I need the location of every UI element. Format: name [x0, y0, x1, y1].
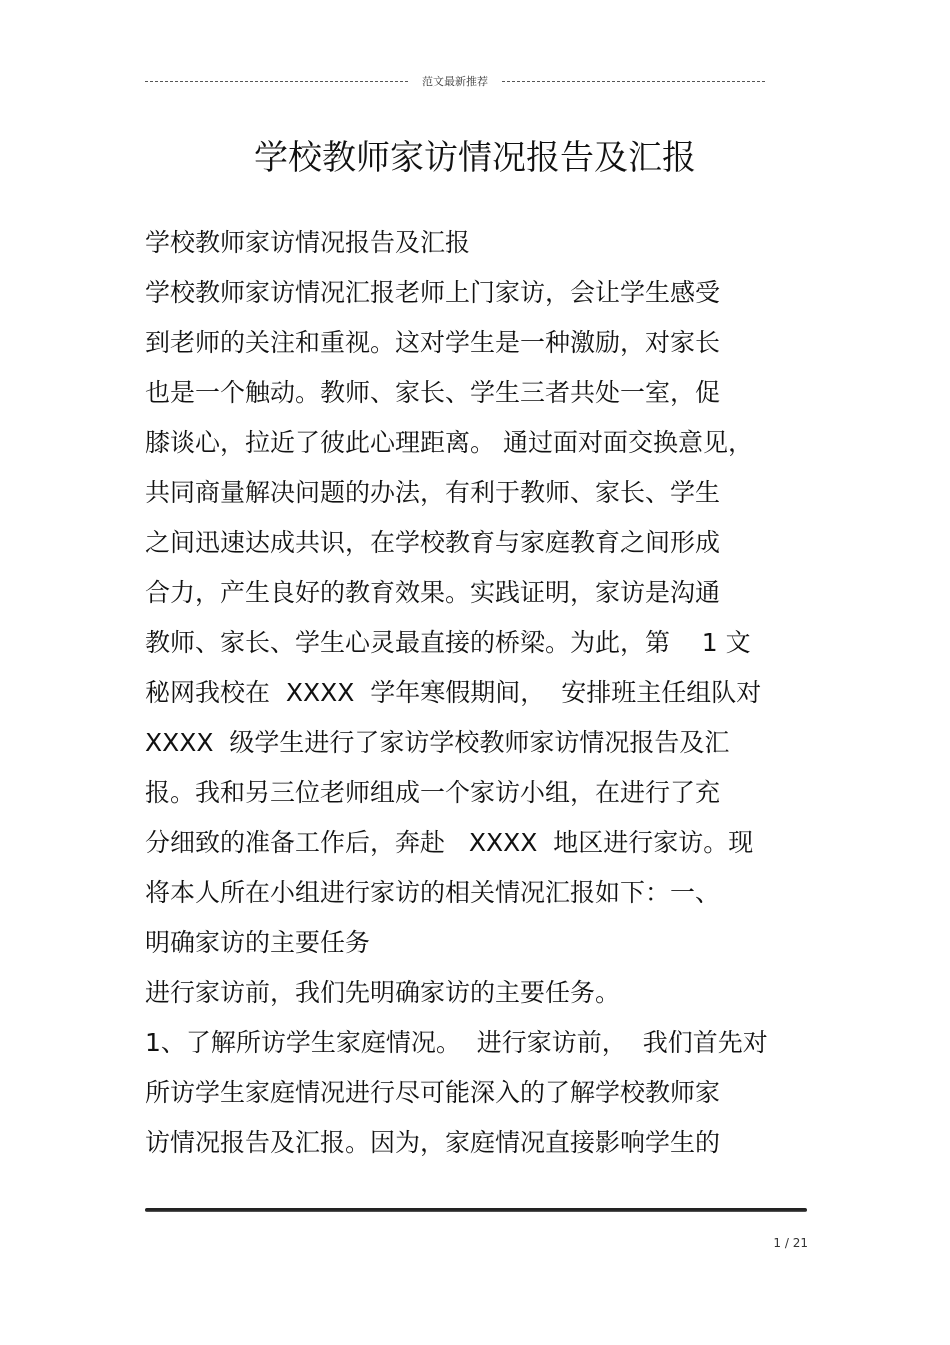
body-line: 合力，产生良好的教育效果。实践证明，家访是沟通 [145, 578, 721, 607]
body-line: XXXX 级学生进行了家访学校教师家访情况报告及汇 [145, 728, 730, 757]
page-header [145, 70, 765, 92]
body-line: 学校教师家访情况报告及汇报 [145, 228, 471, 257]
header-dash-right [502, 81, 765, 82]
document-body [145, 218, 805, 1168]
body-line: 1、了解所访学生家庭情况。 进行家访前， 我们首先对 [145, 1028, 768, 1057]
body-line: 之间迅速达成共识，在学校教育与家庭教育之间形成 [145, 528, 721, 557]
body-line: 分细致的准备工作后，奔赴 XXXX 地区进行家访。现 [145, 828, 754, 857]
body-line: 所访学生家庭情况进行尽可能深入的了解学校教师家 [145, 1078, 721, 1107]
document-title: 学校教师家访情况报告及汇报 [254, 138, 696, 178]
body-line: 共同商量解决问题的办法，有利于教师、家长、学生 [145, 478, 721, 507]
body-line: 报。我和另三位老师组成一个家访小组，在进行了充 [145, 778, 721, 807]
header-label: 范文最新推荐 [422, 75, 488, 88]
body-line: 将本人所在小组进行家访的相关情况汇报如下：一、 [145, 878, 721, 907]
body-line: 秘网我校在 XXXX 学年寒假期间， 安排班主任组队对 [145, 678, 762, 707]
body-line: 也是一个触动。教师、家长、学生三者共处一室，促 [145, 378, 721, 407]
body-line: 膝谈心，拉近了彼此心理距离。 通过面对面交换意见， [145, 428, 753, 457]
body-line: 明确家访的主要任务 [145, 928, 371, 957]
body-line: 教师、家长、学生心灵最直接的桥梁。为此，第 1 文 [145, 628, 751, 657]
body-line: 学校教师家访情况汇报老师上门家访，会让学生感受 [145, 278, 721, 307]
body-line: 到老师的关注和重视。这对学生是一种激励，对家长 [145, 328, 721, 357]
page-number: 1 / 21 [773, 1236, 808, 1250]
body-line: 访情况报告及汇报。因为，家庭情况直接影响学生的 [145, 1128, 721, 1157]
footer-rule [145, 1208, 807, 1212]
header-dash-left [145, 81, 408, 82]
body-line: 进行家访前，我们先明确家访的主要任务。 [145, 978, 621, 1007]
